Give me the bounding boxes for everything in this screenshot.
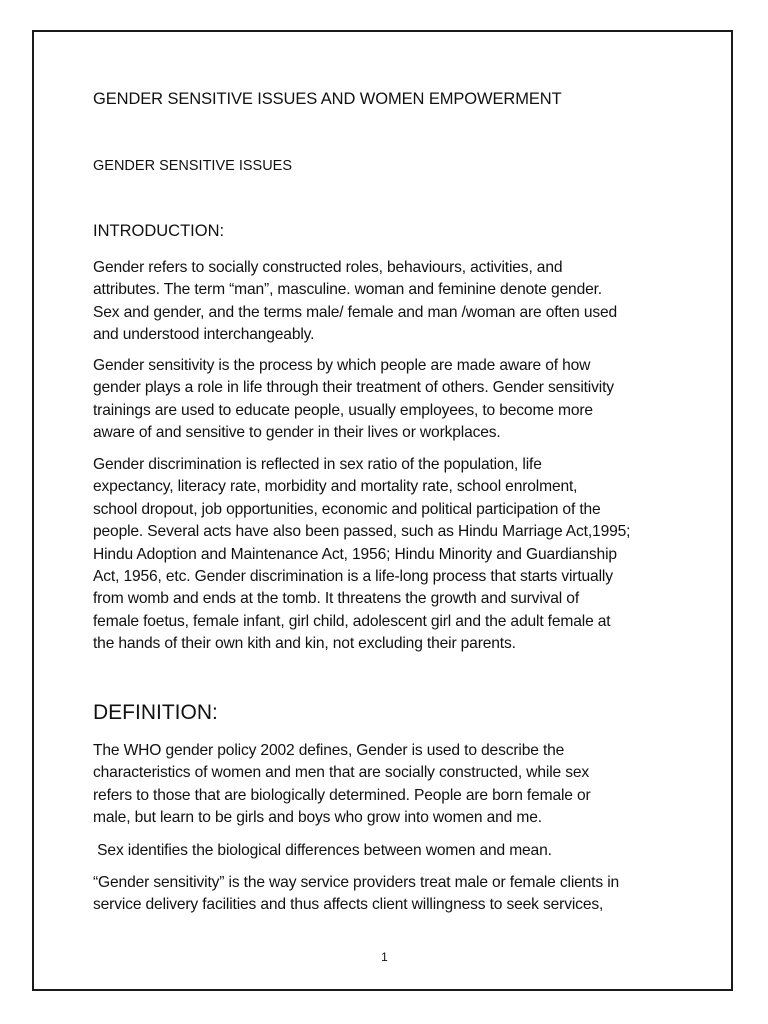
text-line: refers to those that are biologically determined. People are born female or xyxy=(93,786,591,804)
intro-paragraph-2 xyxy=(93,355,683,445)
text-line: Act, 1956, etc. Gender discrimination is a life-long process that starts virtually xyxy=(93,568,613,586)
definition-heading: DEFINITION: xyxy=(93,701,218,724)
intro-paragraph-1 xyxy=(93,257,683,347)
text-line: Gender refers to socially constructed roles, behaviours, activities, and xyxy=(93,259,563,276)
text-line: Gender sensitivity is the process by which people are made aware of how xyxy=(93,357,591,374)
text-line: trainings are used to educate people, usually employees, to become more xyxy=(93,401,593,419)
document-page xyxy=(32,30,733,991)
text-line: Sex and gender, and the terms male/ female and man /woman are often used xyxy=(93,303,618,321)
page-number: 1 xyxy=(381,950,388,964)
text-line: people. Several acts have also been passed, such as Hindu Marriage Act,1995; xyxy=(93,523,631,541)
definition-paragraph-3 xyxy=(93,872,683,917)
introduction-heading: INTRODUCTION: xyxy=(93,222,225,240)
text-line: school dropout, job opportunities, economic and political participation of the xyxy=(93,500,601,518)
text-line: and understood interchangeably. xyxy=(93,326,315,344)
document-subtitle: GENDER SENSITIVE ISSUES xyxy=(93,158,293,174)
text-line: female foetus, female infant, girl child, adolescent girl and the adult female at xyxy=(93,612,611,630)
text-line: Sex identifies the biological differences between women and mean. xyxy=(93,842,552,859)
text-line: from womb and ends at the tomb. It threatens the growth and survival of xyxy=(93,590,580,608)
definition-paragraph-1 xyxy=(93,740,683,830)
text-line: gender plays a role in life through their treatment of others. Gender sensitivity xyxy=(93,379,614,397)
text-line: male, but learn to be girls and boys who grow into women and me. xyxy=(93,809,542,827)
text-line: Gender discrimination is reflected in sex ratio of the population, life xyxy=(93,456,542,473)
text-line: the hands of their own kith and kin, not excluding their parents. xyxy=(93,635,516,653)
document-title: GENDER SENSITIVE ISSUES AND WOMEN EMPOWERMENT xyxy=(93,90,562,108)
text-line: aware of and sensitive to gender in their lives or workplaces. xyxy=(93,424,501,442)
text-line: The WHO gender policy 2002 defines, Gender is used to describe the xyxy=(93,742,565,759)
text-line: Hindu Adoption and Maintenance Act, 1956; Hindu Minority and Guardianship xyxy=(93,545,617,563)
text-line: “Gender sensitivity” is the way service providers treat male or female clients in xyxy=(93,874,620,891)
text-line: characteristics of women and men that are socially constructed, while sex xyxy=(93,764,590,782)
intro-paragraph-3 xyxy=(93,454,683,656)
text-line: attributes. The term “man”, masculine. woman and feminine denote gender. xyxy=(93,281,602,299)
text-line: expectancy, literacy rate, morbidity and mortality rate, school enrolment, xyxy=(93,478,578,496)
text-line: service delivery facilities and thus affects client willingness to seek services, xyxy=(93,896,604,914)
definition-paragraph-2 xyxy=(93,840,683,862)
